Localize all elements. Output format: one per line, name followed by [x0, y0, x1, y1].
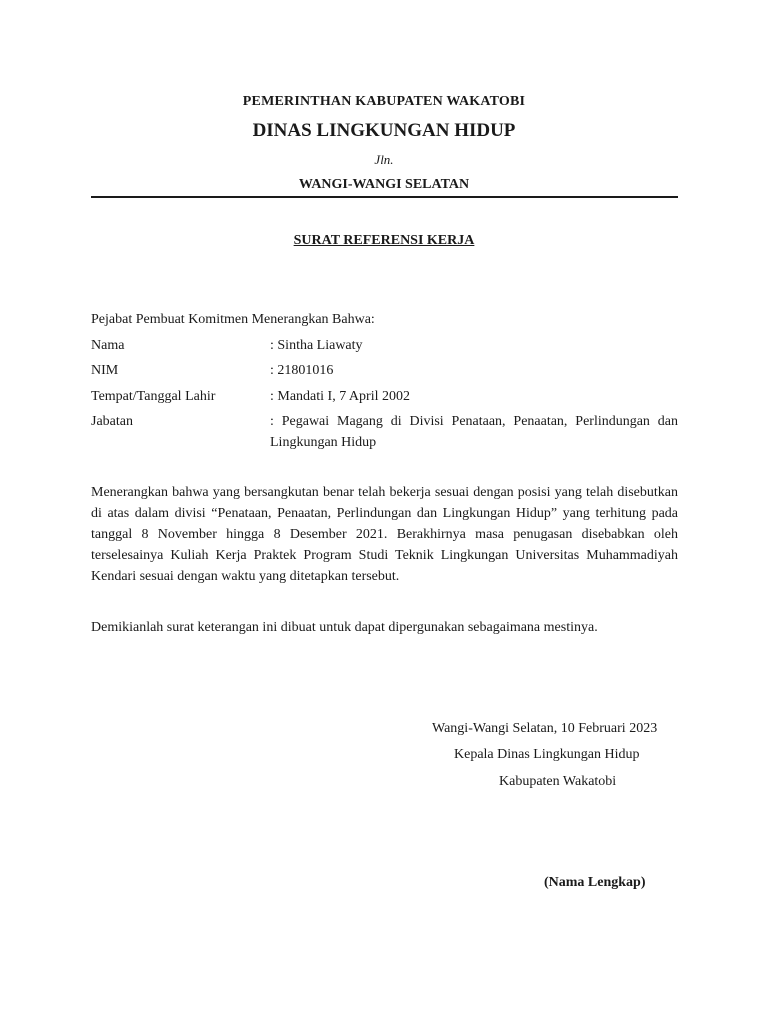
name-value: : Sintha Liawaty: [270, 338, 363, 353]
position-label: Jabatan: [91, 414, 133, 429]
letterhead-government: PEMERINTHAN KABUPATEN WAKATOBI: [242, 94, 526, 109]
body-paragraph-2: Demikianlah surat keterangan ini dibuat untuk dapat dipergunakan sebagaimana mestinya.: [91, 620, 598, 635]
letterhead-divider: [91, 196, 678, 198]
position-value: : Pegawai Magang di Divisi Penataan, Penaatan, Perlindungan dan Lingkungan Hidup: [270, 414, 678, 450]
signature-title: Kepala Dinas Lingkungan Hidup: [454, 747, 640, 762]
birth-label: Tempat/Tanggal Lahir: [91, 389, 216, 404]
nim-label: NIM: [91, 363, 119, 378]
letterhead-street: Jln.: [374, 152, 394, 167]
signature-place-date: Wangi-Wangi Selatan, 10 Februari 2023: [432, 721, 658, 736]
signature-region: Kabupaten Wakatobi: [499, 774, 617, 789]
body-paragraph-1: Menerangkan bahwa yang bersangkutan benar telah bekerja sesuai dengan posisi yang telah disebutkan di atas dalam divisi “Penataan, Penaatan, Perlindungan dan Lingkungan Hidup” yang terhitung pada tanggal 8 November hingga 8 Desember 2021. Berakhirnya masa penugasan disebabkan oleh terselesainya Kuliah Kerja Praktek Program Studi Teknik Lingkungan Universitas Muhammadiyah Kendari sesuai dengan waktu yang ditetapkan tersebut.: [91, 485, 678, 584]
nim-value: : 21801016: [270, 363, 334, 378]
letter-intro: Pejabat Pembuat Komitmen Menerangkan Bahwa:: [91, 312, 375, 327]
signature-name: (Nama Lengkap): [544, 875, 646, 890]
letterhead-department: DINAS LINGKUNGAN HIDUP: [252, 120, 516, 141]
letter-title: SURAT REFERENSI KERJA: [293, 233, 475, 248]
birth-value: : Mandati I, 7 April 2002: [270, 389, 410, 404]
letterhead-region: WANGI-WANGI SELATAN: [298, 177, 470, 192]
name-label: Nama: [91, 338, 125, 353]
